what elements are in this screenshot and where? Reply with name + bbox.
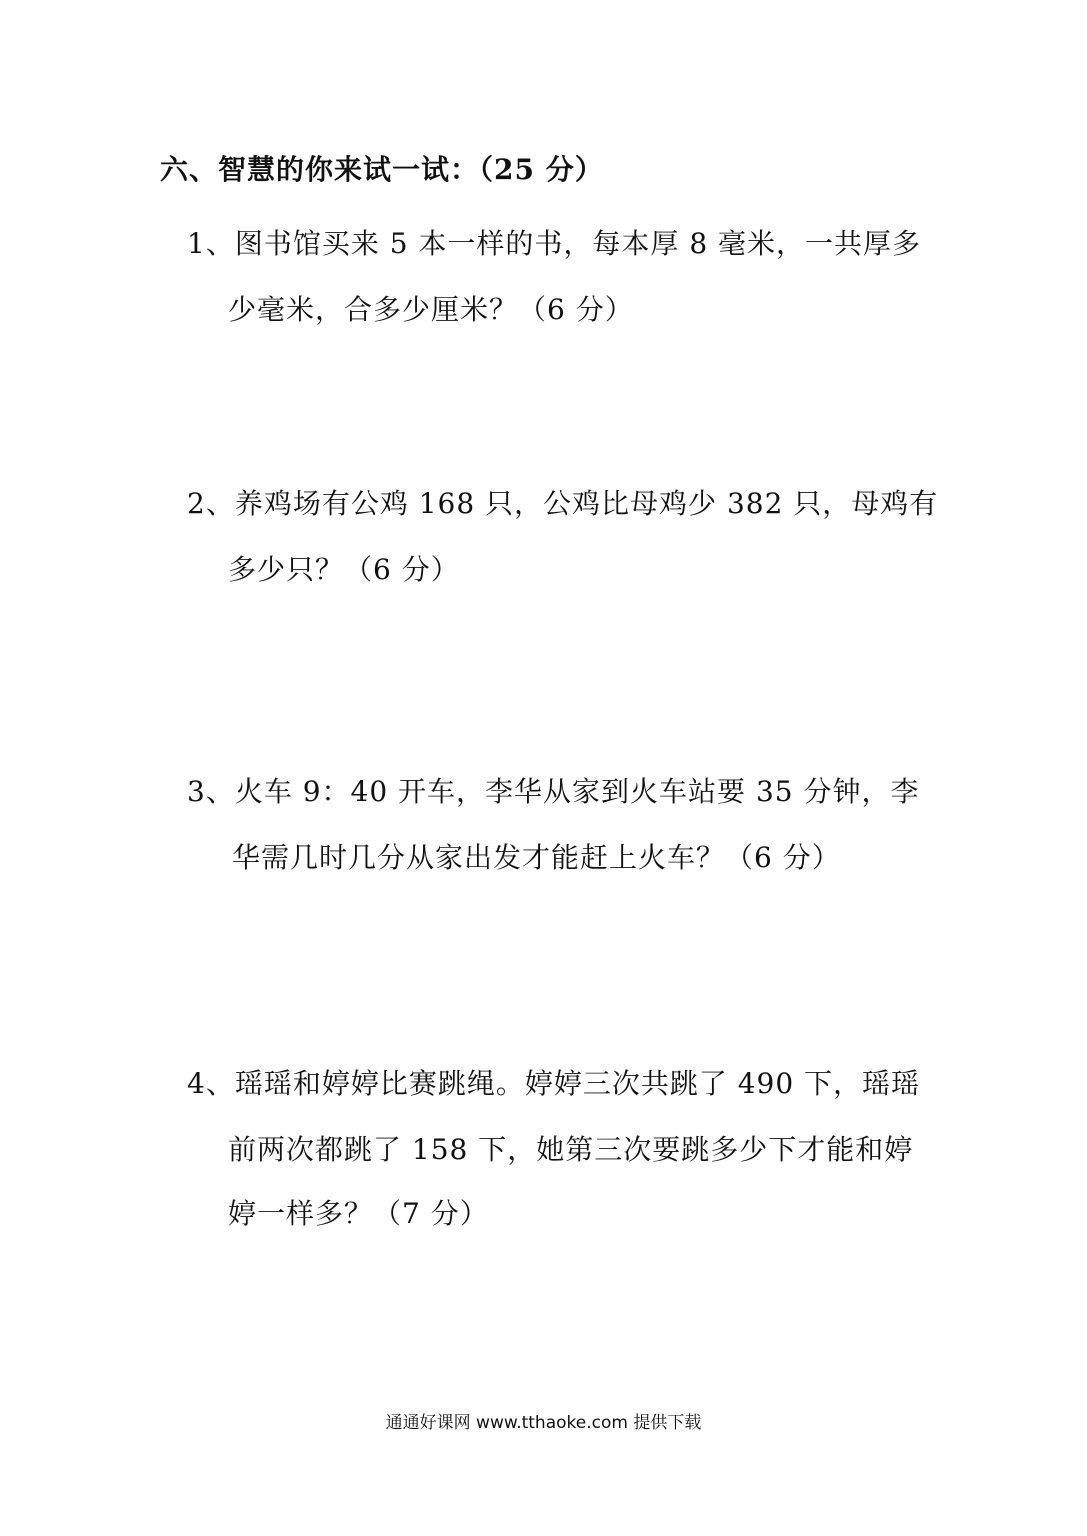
question-1-line-2: 少毫米，合多少厘米？（6 分） bbox=[228, 293, 634, 326]
footer-credit: 通通好课网 www.tthaoke.com 提供下载 bbox=[385, 1413, 702, 1433]
question-4-line-2: 前两次都跳了 158 下，她第三次要跳多少下才能和婷 bbox=[228, 1133, 914, 1166]
question-4-line-3: 婷一样多？（7 分） bbox=[228, 1197, 489, 1230]
question-2-line-1: 2、养鸡场有公鸡 168 只，公鸡比母鸡少 382 只，母鸡有 bbox=[187, 487, 939, 520]
question-4-line-1: 4、瑶瑶和婷婷比赛跳绳。婷婷三次共跳了 490 下，瑶瑶 bbox=[187, 1067, 921, 1100]
question-3-line-2: 华需几时几分从家出发才能赶上火车？（6 分） bbox=[232, 841, 841, 874]
question-1-line-1: 1、图书馆买来 5 本一样的书，每本厚 8 毫米，一共厚多 bbox=[187, 227, 922, 260]
section-title: 六、智慧的你来试一试：（25 分） bbox=[160, 153, 604, 186]
question-2-line-2: 多少只？（6 分） bbox=[228, 553, 460, 586]
question-3-line-1: 3、火车 9：40 开车，李华从家到火车站要 35 分钟，李 bbox=[187, 775, 920, 808]
